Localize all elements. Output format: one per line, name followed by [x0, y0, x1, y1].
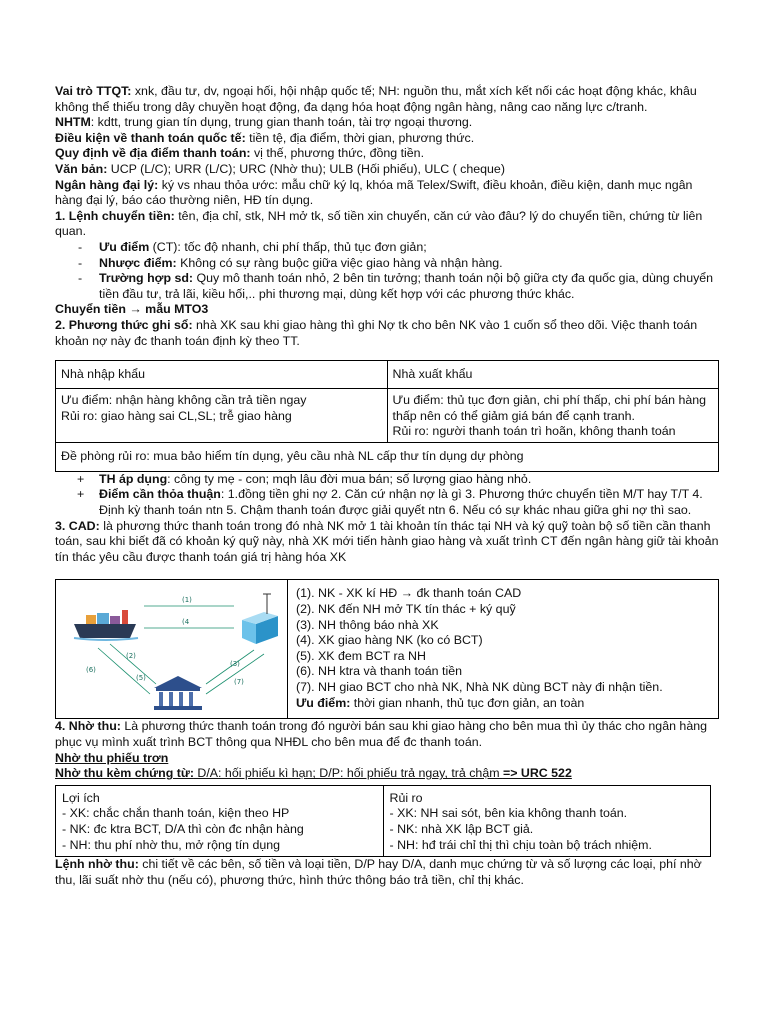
- ship-icon: [74, 610, 138, 640]
- cad-step: (1). NK - XK kí HĐ → đk thanh toán CAD: [296, 586, 522, 601]
- diagram-label-3: (3): [230, 660, 240, 669]
- documentary-collection-paragraph: [55, 766, 719, 782]
- dk-paragraph: [55, 131, 719, 147]
- section-3-text: là phương thức thanh toán trong đó nhà NK mở 1 tài khoản tín thác tại NH và ký quỹ toàn bộ số tiền cần thanh toán, sau khi biết đã có khoản ký quỹ này, nhà XK mới tiến hành giao hàng và xuất trình CT đến ngân hàng giữ tài khoản tín thác yêu cầu được thanh toán giá trị hàng hóa XK: [55, 518, 719, 564]
- cad-diagram-cell: [56, 580, 288, 719]
- nhdl-text: ký vs nhau thỏa ước: mẫu chữ ký lq, khóa mã Telex/Swift, điều khoản, điều kiện, danh mục ngân hàng đại lý, báo cáo thường niên, HĐ tín dụng.: [55, 177, 693, 208]
- ttqt-paragraph: [55, 84, 719, 115]
- vb-label: Văn bản:: [55, 161, 108, 176]
- urc-reference: => URC 522: [502, 766, 572, 781]
- list-item: [55, 487, 719, 518]
- container-icon: [242, 594, 278, 644]
- documentary-collection-label: Nhờ thu kèm chứng từ:: [55, 766, 194, 781]
- table-header-importer: Nhà nhập khẩu: [56, 361, 388, 389]
- risks-cell: [383, 785, 711, 856]
- exporter-risk: Rủi ro: người thanh toán trì hoãn, không thanh toán: [392, 424, 676, 439]
- cad-step: (2). NK đến NH mở TK tín thác + ký quỹ: [296, 602, 516, 617]
- list-item: [55, 240, 719, 256]
- bullet-mark: -: [78, 239, 83, 254]
- section-1-bullets: [55, 240, 719, 302]
- diagram-label-1: (1): [182, 596, 192, 605]
- risk-line: - NK: nhà XK lập BCT giả.: [389, 822, 534, 836]
- cad-advantage-text: thời gian nhanh, thủ tục đơn giản, an toàn: [350, 695, 585, 710]
- bullet-label: Trường hợp sd:: [99, 271, 194, 286]
- clean-collection-text: Nhờ thu phiếu trơn: [55, 750, 169, 765]
- diagram-label-4: (4: [182, 618, 190, 627]
- bullet-text: (CT): tốc độ nhanh, chi phí thấp, thủ tục đơn giản;: [149, 239, 427, 254]
- benefit-line: - XK: chắc chắn thanh toán, kiện theo HP: [62, 806, 290, 821]
- exporter-cell: [387, 389, 719, 443]
- cad-advantage: [296, 696, 713, 712]
- importer-advantage: Ưu điểm: nhận hàng không cần trả tiền ngay: [61, 393, 307, 408]
- benefit-line: - NH: thu phí nhờ thu, mở rộng tín dụng: [62, 837, 281, 852]
- bullet-label: Ưu điểm: [99, 239, 150, 254]
- open-account-table: [55, 360, 719, 472]
- plus-label: TH áp dụng: [99, 471, 168, 486]
- collection-table: [55, 785, 711, 857]
- qd-paragraph: [55, 146, 719, 162]
- benefits-header: Lợi ích: [62, 790, 100, 805]
- section-4-paragraph: [55, 719, 719, 750]
- vb-text: UCP (L/C); URR (L/C); URC (Nhờ thu); ULB (Hối phiếu), ULC ( cheque): [107, 161, 505, 176]
- section-2-paragraph: [55, 318, 719, 349]
- cad-flow-diagram: [56, 580, 288, 718]
- clean-collection-heading: [55, 751, 719, 767]
- vb-paragraph: [55, 162, 719, 178]
- cad-table: [55, 579, 719, 719]
- documentary-collection-text: D/A: hối phiếu kì hạn; D/P: hối phiếu trả ngay, trả chậm: [193, 766, 503, 781]
- section-1-paragraph: [55, 209, 719, 240]
- list-item: [55, 271, 719, 302]
- nhdl-paragraph: [55, 178, 719, 209]
- section-2-text: nhà XK sau khi giao hàng thì ghi Nợ tk cho bên NK vào 1 cuốn sổ theo dõi. Việc thanh toán khoản nợ này đc thanh toán định kỳ theo TT.: [55, 317, 698, 348]
- importer-risk: Rủi ro: giao hàng sai CL,SL; trễ giao hàng: [61, 408, 292, 423]
- importer-cell: [56, 389, 388, 443]
- diagram-labels: [86, 596, 244, 686]
- section-3-label: 3. CAD:: [55, 518, 100, 533]
- diagram-label-7: (7): [234, 678, 244, 687]
- plus-label: Điểm cần thỏa thuận: [99, 487, 221, 502]
- ttqt-text: xnk, đầu tư, dv, ngoại hối, hội nhập quốc tế; NH: nguồn thu, mắt xích kết nối các hoạt động khác, khâu không thể thiếu trong dây chuyền hoạt động, đa dạng hóa hoạt động ngân hàng, nâng cao năng lực c/tranh.: [55, 84, 697, 114]
- qd-text: vị thế, phương thức, đồng tiền.: [250, 146, 425, 161]
- document-page: [55, 84, 719, 888]
- plus-mark: +: [77, 487, 85, 502]
- risk-prevention-cell: Đề phòng rủi ro: mua bảo hiểm tín dụng, yêu cầu nhà NL cấp thư tín dụng dự phòng: [56, 442, 719, 471]
- diagram-label-6: (6): [86, 666, 96, 675]
- nhtm-text: : kdtt, trung gian tín dụng, trung gian thanh toán, tài trợ ngoại thương.: [90, 115, 473, 130]
- section-1-label: 1. Lệnh chuyển tiền:: [55, 208, 175, 223]
- cad-step: (3). NH thông báo nhà XK: [296, 617, 439, 632]
- plus-text: : công ty mẹ - con; mqh lâu đời mua bán; số lượng giao hàng nhỏ.: [167, 471, 532, 486]
- section-1-text: tên, địa chỉ, stk, NH mở tk, số tiền xin chuyển, căn cứ vào đâu? lý do chuyển tiền, chứng từ liên quan.: [55, 208, 703, 239]
- cad-step: (6). NH ktra và thanh toán tiền: [296, 664, 462, 679]
- risk-line: - XK: NH sai sót, bên kia không thanh toán.: [389, 806, 628, 821]
- benefit-line: - NK: đc ktra BCT, D/A thì còn đc nhận hàng: [62, 822, 304, 836]
- nhdl-label: Ngân hàng đại lý:: [55, 177, 159, 192]
- mto-heading: [55, 302, 719, 318]
- diagram-label-5: (5): [136, 674, 146, 683]
- risk-line: - NH: hđ trái chỉ thị thì chịu toàn bộ trách nhiệm.: [389, 837, 652, 852]
- nhtm-label: NHTM: [55, 115, 91, 130]
- plus-text: : 1.đồng tiền ghi nợ 2. Căn cứ nhận nợ là gì 3. Phương thức chuyển tiền M/T hay T/T 4. Định kỳ thanh toán ntn 5. Chậm thanh toán được giải quyết ntn 6. Nếu có sự khác nhau giữa ghi nợ thì sao.: [99, 487, 703, 518]
- list-item: [55, 256, 719, 272]
- nhtm-paragraph: [55, 115, 719, 131]
- dk-text: tiền tệ, địa điểm, thời gian, phương thức.: [245, 130, 475, 145]
- bullet-text: Không có sự ràng buộc giữa việc giao hàng và nhận hàng.: [176, 255, 503, 270]
- cad-step: (7). NH giao BCT cho nhà NK, Nhà NK dùng BCT này đi nhận tiền.: [296, 680, 663, 694]
- exporter-advantage: Ưu điểm: thủ tục đơn giản, chi phí thấp, chi phí bán hàng thấp nên có thể giảm giá bán để cạnh tranh.: [392, 393, 707, 423]
- bank-icon: [154, 676, 202, 710]
- plus-mark: +: [77, 471, 85, 486]
- collection-order-paragraph: [55, 857, 719, 888]
- section-4-label: 4. Nhờ thu:: [55, 719, 121, 734]
- section-4-text: Là phương thức thanh toán trong đó người bán sau khi giao hàng cho bên mua thì ủy thác cho ngân hàng phục vụ mình xuất trình BCT thông qua NHĐL cho bên mua để đc thanh toán.: [55, 719, 707, 750]
- collection-order-label: Lệnh nhờ thu:: [55, 857, 139, 872]
- bullet-mark: -: [78, 271, 83, 286]
- ttqt-label: Vai trò TTQT:: [55, 84, 132, 98]
- collection-order-text: chi tiết về các bên, số tiền và loại tiền, D/P hay D/A, danh mục chứng từ và số lượng các loại, phí nhờ thu, lãi suất nhờ thu (nếu có), phương thức, hình thức thông báo trả tiền, chỉ thị khác.: [55, 857, 702, 887]
- cad-steps-cell: [288, 580, 719, 719]
- benefits-cell: [56, 785, 384, 856]
- section-3-paragraph: [55, 519, 719, 566]
- section-2-plus-list: [55, 472, 719, 519]
- table-header-exporter: Nhà xuất khẩu: [387, 361, 719, 389]
- section-2-label: 2. Phương thức ghi sổ:: [55, 317, 193, 332]
- risks-header: Rủi ro: [389, 790, 423, 805]
- cad-step: (5). XK đem BCT ra NH: [296, 648, 426, 663]
- dk-label: Điều kiện về thanh toán quốc tế:: [55, 130, 246, 145]
- list-item: [55, 472, 719, 488]
- bullet-label: Nhược điểm:: [99, 255, 177, 270]
- diagram-label-2: (2): [126, 652, 136, 661]
- qd-label: Quy định về địa điểm thanh toán:: [55, 146, 251, 161]
- bullet-mark: -: [78, 255, 83, 270]
- cad-step: (4). XK giao hàng NK (ko có BCT): [296, 633, 483, 648]
- bullet-text: Quy mô thanh toán nhỏ, 2 bên tin tưởng; thanh toán nội bộ giữa cty đa quốc gia, dùng chuyển tiền đầu tư, trả lãi, kiều hối,.. phi thương mại, dùng kết hợp với các phương thức khác.: [99, 271, 714, 301]
- mto-text: Chuyển tiền → mẫu MTO3: [55, 302, 209, 317]
- cad-advantage-label: Ưu điểm:: [296, 695, 351, 710]
